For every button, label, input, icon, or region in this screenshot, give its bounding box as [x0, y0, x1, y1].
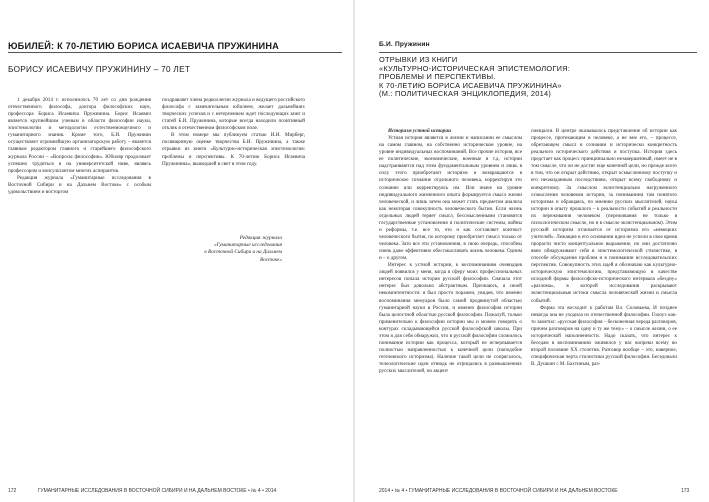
- journal-name: 2014 • № 4 • ГУМАНИТАРНЫЕ ИССЛЕДОВАНИЯ В ВОСТОЧНОЙ СИБИРИ И НА ДАЛЬНЕМ ВОСТОКЕ: [379, 488, 618, 494]
- footer: [8, 488, 276, 494]
- section-heading: Историзм устной истории: [388, 128, 451, 134]
- running-header: Б.И. Пружинин: [379, 41, 430, 48]
- page-number: 172: [8, 488, 17, 494]
- text-column-1: [8, 97, 151, 196]
- title-line: «КУЛЬТУРНО-ИСТОРИЧЕСКАЯ ЭПИСТЕМОЛОГИЯ:: [379, 63, 571, 73]
- paragraph: В этом номере мы публикуем статью И.И. Мирберг, посвященную оценке творчества Б.И. Пружинина, а также отрывки из книги «Культурно-историческая эпистемология: проблемы и перспективы. К 70-летию Бориса Исаевича Пружинина», вышедшей в свет в этом году.: [162, 132, 305, 167]
- paragraph: Устная история является в жизни и написании ее смыслом на самом главном, на собственно историческом уровне, на уровне индивидуальных воспоминаний. Все прочие история, все ее политические, экономические, военные и т.д. истории надстраиваются над этим фундаментальным уровнем и лишь в силу этого приобретают историзм и возвращаются в историческое сознание отдельного человека, корректируя это сознание или корректируясь им. Или иначе на уровне индивидуального жизненного опыта формируется смысл жизни человеческой, и лишь затем она может стать предметом анализа как некоторая совокупность человеческого бытия. Если жизнь отдельных людей теряет смысл, бессмысленными становятся государственные установления и политические системы, войны и реформы, т.е. все то, что и как составляет контекст человеческого бытия, по которому приобретает смысл только от человека. Зато все эти установления, в свою очередь, способны очень даже эффективно обессмысливать жизнь человека. Одним и – о другом.: [379, 135, 522, 262]
- title-line: (М.: ПОЛИТИЧЕСКАЯ ЭНЦИКЛОПЕДИЯ, 2014): [379, 89, 552, 99]
- left-page: [0, 0, 354, 502]
- paragraph: Редакция журнала «Гуманитарные исследования в Восточной Сибири и на Дальнем Востоке» с особым удовольствием и восторгом: [8, 174, 151, 195]
- running-header: ЮБИЛЕЙ: К 70-ЛЕТИЮ БОРИСА ИСАЕВИЧА ПРУЖИНИНА: [8, 41, 279, 51]
- title-line: ОТРЫВКИ ИЗ КНИГИ: [379, 55, 458, 64]
- journal-name: ГУМАНИТАРНЫЕ ИССЛЕДОВАНИЯ В ВОСТОЧНОЙ СИБИРИ И НА ДАЛЬНЕМ ВОСТОКЕ • № 4 • 2014: [37, 488, 277, 494]
- paragraph: смещался. В центре оказывалось представление об истории как процессе, протекающем в человеке, а не вне его, – процессе, обретающем смысл в сознании и исторически конкретность реального исторического действия и поступка. История здесь предстает как процесс принципиально незавершенный, имеет не в том смысле, что он не достиг еще конечной цели, но прежде всего в том, что он открыт действию, открыт осмысленному поступку и его неожиданным последствиям, открыт всему свободному и конкретному. За смыслом экзистенциально нагруженного осмысления человеком истории, за пониманием там понятого историзма и обращаясь, по мнению русских мыслителей, наука истории в опыту прошлого – к реальности событий и реальности их переживания человеком (переживания не только в психологическом смысле, но и в смысле экзистенциальном). Этим русский историзм отличается от историзма его «немецких учителей». Лежащие в его основании идеи не успели в свое время прорасти чисто концептуальное выражение, но они достаточно явно обнаруживают себя в эпистемологической стилистике, в способе обсуждения проблем и в понимании исследовательских перспектив. Совокупность этих идей я обозначаю как культурно-историческую эпистемологию, представляющую в качестве исходной формы философско-исторического интервала «бездну» «разлома», в которой исследования раскрывают экзистенциальные истоки смысла человеческой жизни и смысла событий.: [531, 128, 677, 304]
- title-line: К 70-ЛЕТИЮ БОРИСА ИСАЕВИЧА ПРУЖИНИНА»: [379, 80, 562, 90]
- right-page: [355, 0, 709, 502]
- text-column-1: [379, 128, 522, 375]
- signature-line: Редакция журнала: [239, 235, 282, 241]
- footer: [379, 488, 690, 494]
- text-column-2: [162, 97, 305, 168]
- paragraph: Форма эта восходит к работам Вл. Соловьева, И позднее никогда она не уходила из отечественной философии. Голоуэ как-то заметил: «русская философия – бесконечная череда разговоров, причем разговоров на одну и ту же тему» – о смысле жизни, о ее исторической наполненности. Надо сказать, что интерес к беседам в воспоминаниях оживился у нас вопреки всему во второй половине XX столетия. Разговор вообще – это, наверное, специфическая черта стилистики русской философии. Беседовали В. Душкин с М. Бахтиным, раз-: [531, 304, 677, 368]
- text-column-2: [531, 128, 677, 368]
- signature-line: «Гуманитарные исследования: [213, 242, 282, 249]
- page-number: 173: [681, 488, 690, 494]
- header-rule: [8, 52, 342, 53]
- paragraph: Интерес к устной истории, к воспоминаниям очевидцев людей появился у меня, когда я сферу моих профессиональных интересов попала история русской философии. Сначала этот интерес был довольно абстрактным. Признаюсь, я своей некомпетентности: я был просто поражен, увидев, что именно воспоминания мемуаров было самой продвинутой областью гуманитарной науки в России, и именно философия истории была целостной областью русской философии. Пожалуй, только применительно к философии истории мы и можем говорить о контурах складывающейся русской философской школы. При этом я для себя обнаружил, что в русской философии сложилось понимание истории как процесса, который не исчерпывается полностью направленностью к конечной цели (наподобие гегелевского историзма). Наличие такой цели не сопрягалось, телеологические идеи отнюдь не отрицались в размышлениях русских мыслителей, но акцент: [379, 262, 522, 375]
- paragraph: 1 декабря 2014 г. исполнилось 70 лет со дня рождения отечественного философа, доктора философских наук, профессора Бориса Исаевича Пружинина. Борис Исаевич является крупнейшим ученым в области философии науки, эпистемологии и методологии естественнонаучного и гуманитарного знания. Кроме того, Б.И. Пружинин осуществляет огромнейшую организаторскую работу – является главным редактором главного и старейшего философского журнала России – «Вопросы философии». Юбиляр продолжает успешно трудиться и на университетской ниве, являясь профессором и консультантом многих аспирантов.: [8, 97, 151, 174]
- article-title: БОРИСУ ИСАЕВИЧУ ПРУЖИНИНУ – 70 ЛЕТ: [8, 65, 191, 74]
- editorial-signature: [186, 235, 282, 264]
- signature-line: в Восточной Сибири и на Дальнем Востоке»: [204, 249, 282, 263]
- header-rule: [379, 52, 697, 53]
- paragraph: поздравляет члена редколлегии журнала и ведущего российского философа с замечательным юбилеем, желает дальнейших творческих успехов и с нетерпением ждет последующих книг и статей Б.И. Пружинина, которые всегда находили позитивный отклик в отечественном философском поле.: [162, 97, 305, 132]
- title-line: ПРОБЛЕМЫ И ПЕРСПЕКТИВЫ.: [379, 72, 496, 82]
- article-title: [379, 56, 689, 99]
